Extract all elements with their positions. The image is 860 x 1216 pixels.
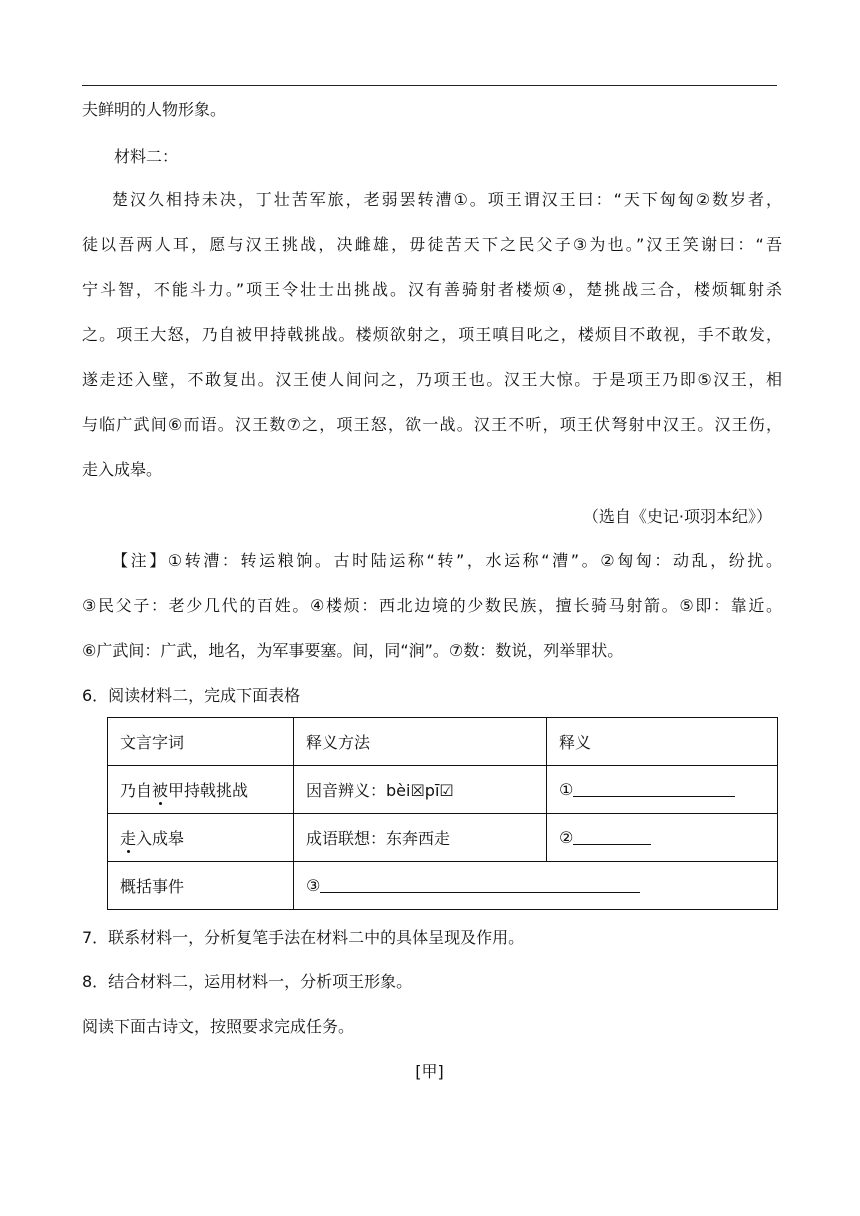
table-cell-label: 概括事件	[108, 862, 294, 910]
answer-table	[107, 717, 778, 910]
section-mark: [甲]	[415, 1062, 444, 1081]
table-cell-answer: ①	[547, 766, 778, 814]
header-rule	[82, 85, 777, 86]
table-cell-answer: ③	[294, 862, 778, 910]
table-row	[108, 766, 778, 814]
answer-blank[interactable]	[573, 828, 651, 845]
passage-line: 徒以吾两人耳，愿与汉王挑战，决雌雄，毋徒苦天下之民父子③为也。”汉王笑谢曰：“吾	[82, 235, 782, 254]
reading-instruction: 阅读下面古诗文，按照要求完成任务。	[82, 1017, 355, 1036]
table-row	[108, 862, 778, 910]
passage-line: 之。项王大怒，乃自被甲持戟挑战。楼烦欲射之，项王嗔目叱之，楼烦目不敢视，手不敢发，	[82, 325, 782, 344]
passage-line: 走入成皋。	[82, 460, 163, 479]
table-cell-method: 成语联想：东奔西走	[294, 814, 547, 862]
passage-line: 与临广武间⑥而语。汉王数⑦之，项王怒，欲一战。汉王不听，项王伏弩射中汉王。汉王伤，	[82, 415, 782, 434]
table-cell-word: 走入成皋	[108, 814, 294, 862]
question-8: 8．结合材料二，运用材料一，分析项王形象。	[82, 972, 413, 991]
table-header-cell: 文言字词	[108, 718, 294, 766]
table-cell-word: 乃自被甲持戟挑战	[108, 766, 294, 814]
source-citation: （选自《史记·项羽本纪》）	[582, 507, 772, 526]
passage-line: 遂走还入壁，不敢复出。汉王使人间问之，乃项王也。汉王大惊。于是项王乃即⑤汉王，相	[82, 370, 782, 389]
note-line: ③民父子：老少几代的百姓。④楼烦：西北边境的少数民族，擅长骑马射箭。⑤即：靠近。	[82, 596, 782, 615]
notes	[82, 550, 782, 685]
answer-blank[interactable]	[573, 780, 735, 797]
table-header-cell: 释义方法	[294, 718, 547, 766]
table-cell-method: 因音辨义：bèi☒pī☑	[294, 766, 547, 814]
table-cell-answer: ②	[547, 814, 778, 862]
table-row	[108, 814, 778, 862]
passage-line: 楚汉久相持未决，丁壮苦军旅，老弱罢转漕①。项王谓汉王曰：“天下匈匈②数岁者，	[112, 190, 782, 209]
continuation-text: 夫鲜明的人物形象。	[82, 100, 227, 119]
answer-blank[interactable]	[320, 876, 640, 893]
note-line: 【注】①转漕：转运粮饷。古时陆运称“转”，水运称“漕”。②匈匈：动乱，纷扰。	[112, 551, 782, 570]
passage	[82, 189, 782, 504]
question-6: 6．阅读材料二，完成下面表格	[82, 686, 301, 705]
passage-line: 宁斗智，不能斗力。”项王令壮士出挑战。汉有善骑射者楼烦④，楚挑战三合，楼烦辄射杀	[82, 280, 782, 299]
dotted-character: 被	[152, 781, 169, 800]
material-heading: 材料二：	[114, 147, 179, 166]
table-header-row	[108, 718, 778, 766]
dotted-character: 走	[120, 829, 137, 848]
question-7: 7．联系材料一，分析复笔手法在材料二中的具体呈现及作用。	[82, 928, 525, 947]
table-header-cell: 释义	[547, 718, 778, 766]
note-line: ⑥广武间：广武，地名，为军事要塞。间，同“涧”。⑦数：数说，列举罪状。	[82, 641, 624, 660]
